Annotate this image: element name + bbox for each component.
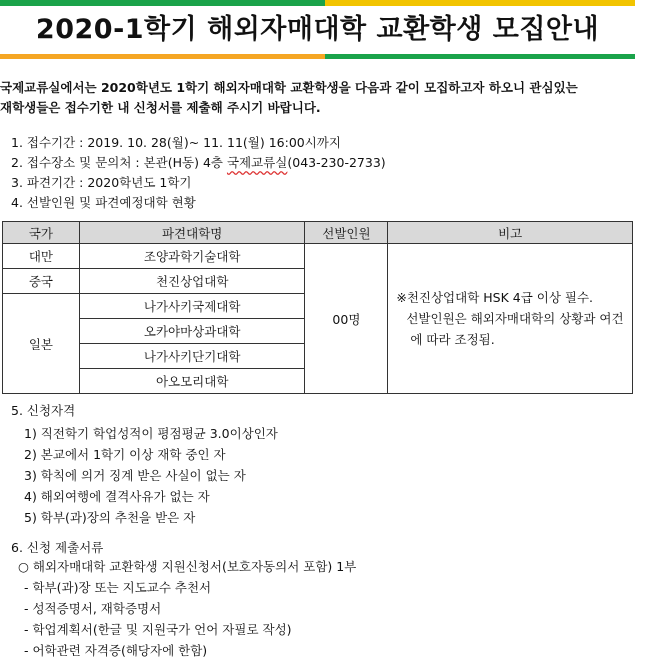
item-dispatch-period: 3. 파견기간 : 2020학년도 1학기 [11, 175, 192, 190]
country-china: 중국 [3, 269, 80, 294]
university-cell: 아오모리대학 [79, 369, 305, 394]
university-table [2, 221, 633, 394]
documents-heading: 6. 신청 제출서류 [11, 540, 104, 555]
country-japan: 일본 [3, 294, 80, 394]
note-line-1: ※천진상업대학 HSK 4급 이상 필수. [396, 290, 594, 305]
qualification-item: 4) 해외여행에 결격사유가 없는 자 [24, 489, 210, 504]
university-cell: 천진상업대학 [79, 269, 305, 294]
header-note: 비고 [388, 222, 633, 244]
qualification-item: 5) 학부(과)장의 추천을 받은 자 [24, 510, 196, 525]
qualification-item: 2) 본교에서 1학기 이상 재학 중인 자 [24, 447, 226, 462]
qualifications-heading: 5. 신청자격 [11, 403, 76, 418]
page-title: 2020-1학기 해외자매대학 교환학생 모집안내 [35, 14, 600, 45]
intro-paragraph [0, 78, 660, 118]
university-cell: 나가사키단기대학 [79, 344, 305, 369]
document-item: - 성적증명서, 재학증명서 [24, 601, 162, 616]
university-cell: 오카야마상과대학 [79, 319, 305, 344]
university-cell: 나가사키국제대학 [79, 294, 305, 319]
place-phone: (043-230-2733) [287, 155, 386, 170]
document-item: - 어학관련 자격증(해당자에 한함) [24, 643, 208, 658]
header-quota: 선발인원 [305, 222, 388, 244]
qualification-item: 3) 학칙에 의거 징계 받은 사실이 없는 자 [24, 468, 246, 483]
document-item: - 학부(과)장 또는 지도교수 추천서 [24, 580, 212, 595]
title-underline-bar [0, 54, 663, 59]
item-application-place [11, 154, 386, 172]
university-cell: 조양과학기술대학 [79, 244, 305, 269]
qualification-item: 1) 직전학기 학업성적이 평점평균 3.0이상인자 [24, 426, 278, 441]
intro-line-2: 재학생들은 접수기한 내 신청서를 제출해 주시기 바랍니다. [0, 100, 321, 115]
documents-main-item: ○ 해외자매대학 교환학생 지원신청서(보호자동의서 포함) 1부 [18, 559, 357, 574]
header-university: 파견대학명 [79, 222, 305, 244]
country-taiwan: 대만 [3, 244, 80, 269]
intro-line-1: 국제교류실에서는 2020학년도 1학기 해외자매대학 교환학생을 다음과 같이 모집하고자 하오니 관심있는 [0, 80, 578, 95]
header-country: 국가 [3, 222, 80, 244]
note-cell [388, 244, 633, 394]
note-line-2: 선발인원은 해외자매대학의 상황과 여건 [406, 311, 624, 326]
quota-cell: 00명 [305, 244, 388, 394]
document-item: - 학업계획서(한글 및 지원국가 언어 자필로 작성) [24, 622, 292, 637]
place-office: 국제교류실 [226, 155, 288, 170]
table-header-row [3, 222, 633, 244]
note-line-3: 에 따라 조정됨. [410, 332, 495, 347]
table-row [3, 244, 633, 269]
underline-bar-green [325, 54, 635, 59]
place-prefix: 2. 접수장소 및 문의처 : 본관(H동) 4층 [11, 155, 227, 170]
item-quota-heading: 4. 선발인원 및 파견예정대학 현황 [11, 195, 196, 210]
underline-bar-orange [0, 54, 325, 59]
item-application-period: 1. 접수기간 : 2019. 10. 28(월)~ 11. 11(월) 16:00시까지 [11, 135, 341, 150]
